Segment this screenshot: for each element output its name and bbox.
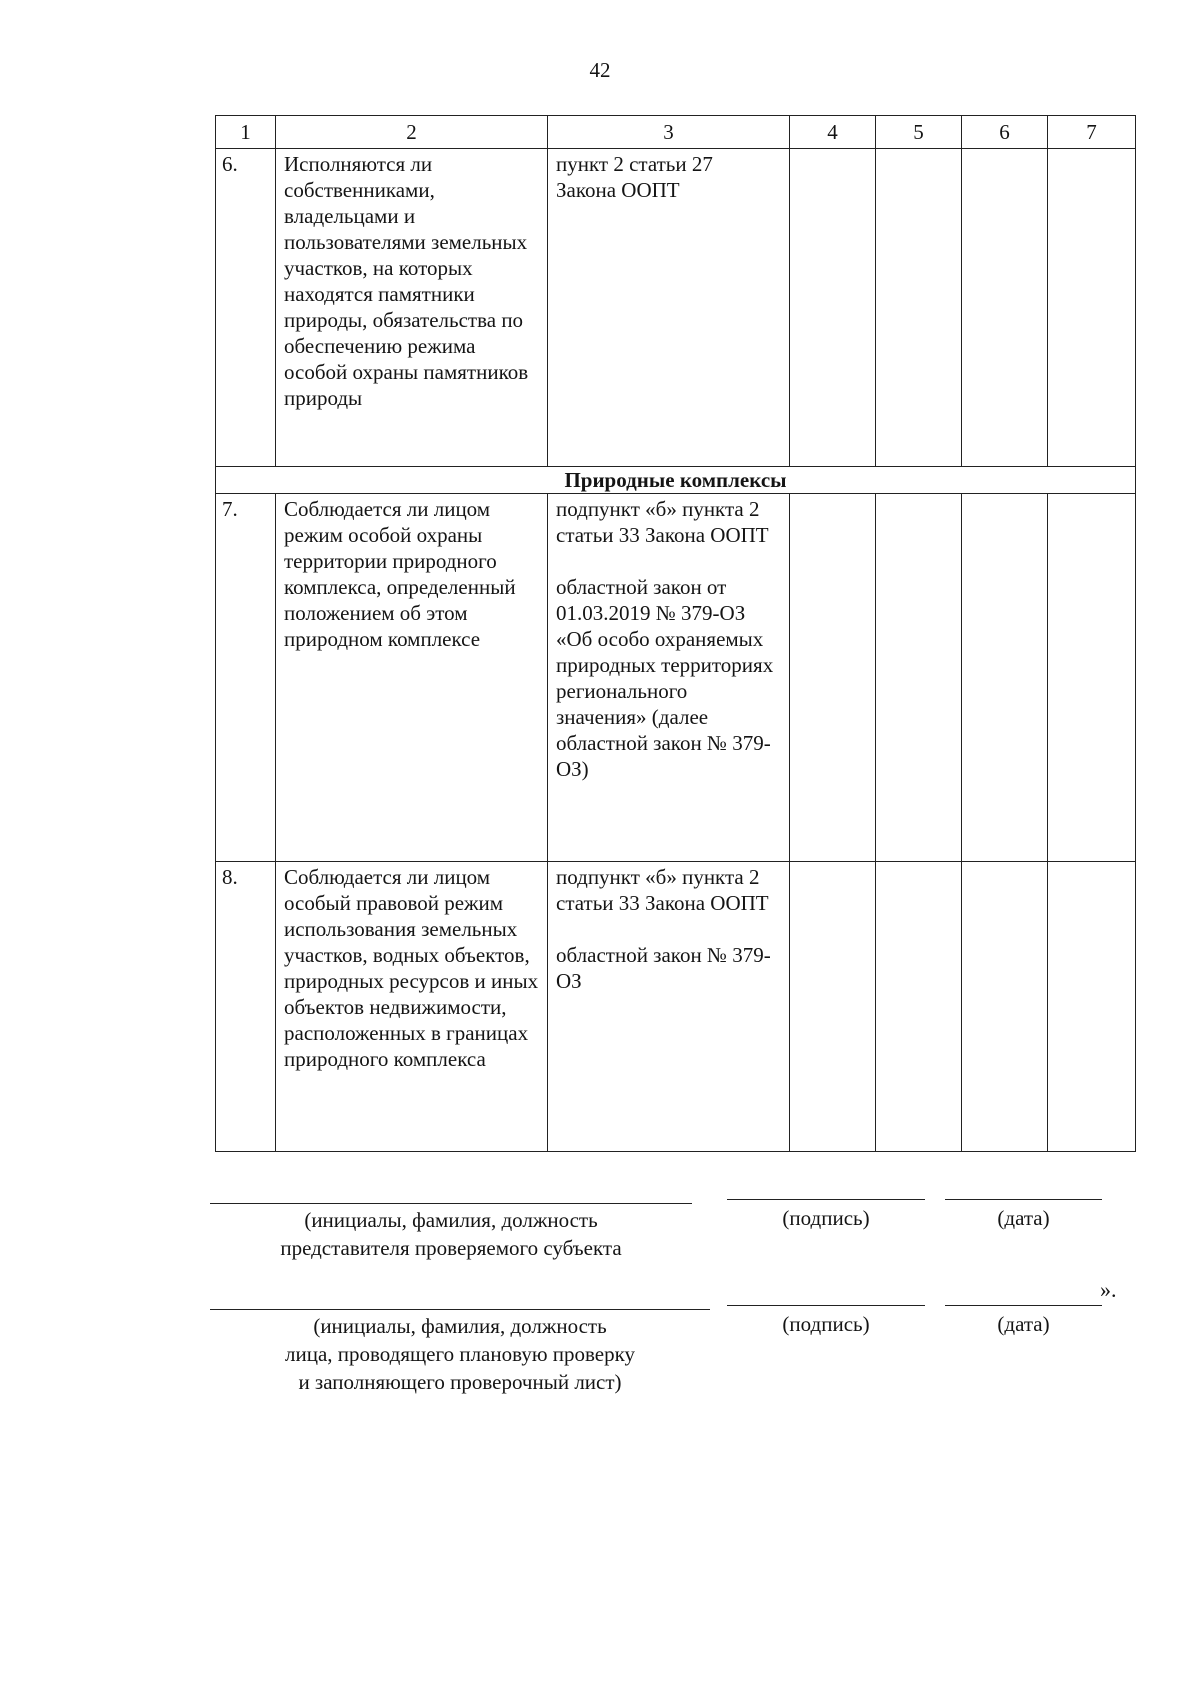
row-number: 8. — [216, 862, 276, 1152]
empty-cell — [790, 149, 876, 467]
signature-line — [727, 1305, 925, 1306]
question-cell: Соблюдается ли лицом режим особой охраны территории природного комплекса, определенный положением об этом природном комплексе — [276, 494, 548, 862]
date-caption: (дата) — [997, 1206, 1050, 1230]
empty-cell — [962, 149, 1048, 467]
empty-cell — [962, 862, 1048, 1152]
name-caption: (инициалы, фамилия, должность представителя проверяемого субъекта — [280, 1208, 622, 1260]
question-cell: Соблюдается ли лицом особый правовой режим использования земельных участков, водных объектов, природных ресурсов и иных объектов недвижимости, расположенных в границах природного комплекса — [276, 862, 548, 1152]
table-row — [216, 149, 1136, 467]
reference-cell: подпункт «б» пункта 2 статьи 33 Закона ООПТ областной закон № 379-ОЗ — [548, 862, 790, 1152]
page-number: 42 — [589, 58, 611, 82]
date-line — [945, 1305, 1102, 1306]
reference-cell: подпункт «б» пункта 2 статьи 33 Закона ООПТ областной закон от 01.03.2019 № 379-ОЗ «Об особо охраняемых природных территориях регионального значения» (далее областной закон № 379-ОЗ) — [548, 494, 790, 862]
signature-caption: (подпись) — [782, 1312, 870, 1336]
signature-line — [727, 1199, 925, 1200]
closing-quote: ». — [1100, 1277, 1117, 1302]
table-row — [216, 862, 1136, 1152]
column-header: 6 — [962, 116, 1048, 149]
question-cell: Исполняются ли собственниками, владельцами и пользователями земельных участков, на которых находятся памятники природы, обязательства по обеспечению режима особой охраны памятников природы — [276, 149, 548, 467]
name-caption: (инициалы, фамилия, должность лица, проводящего плановую проверку и заполняющего проверочный лист) — [284, 1314, 636, 1394]
table-header-row — [216, 116, 1136, 149]
column-header: 2 — [276, 116, 548, 149]
empty-cell — [1048, 149, 1136, 467]
row-number: 6. — [216, 149, 276, 467]
reference-cell: пункт 2 статьи 27 Закона ООПТ — [548, 149, 790, 467]
table-row — [216, 494, 1136, 862]
checklist-table — [215, 115, 1136, 1152]
signature-caption: (подпись) — [782, 1206, 870, 1230]
empty-cell — [962, 494, 1048, 862]
column-header: 1 — [216, 116, 276, 149]
empty-cell — [876, 149, 962, 467]
date-caption: (дата) — [997, 1312, 1050, 1336]
section-header-row — [216, 467, 1136, 494]
section-title: Природные комплексы — [216, 467, 1136, 494]
column-header: 5 — [876, 116, 962, 149]
row-number: 7. — [216, 494, 276, 862]
empty-cell — [1048, 494, 1136, 862]
empty-cell — [790, 862, 876, 1152]
empty-cell — [876, 494, 962, 862]
empty-cell — [876, 862, 962, 1152]
empty-cell — [1048, 862, 1136, 1152]
name-signature-line — [210, 1309, 710, 1310]
column-header: 4 — [790, 116, 876, 149]
name-signature-line — [210, 1203, 692, 1204]
empty-cell — [790, 494, 876, 862]
column-header: 3 — [548, 116, 790, 149]
date-line — [945, 1199, 1102, 1200]
column-header: 7 — [1048, 116, 1136, 149]
